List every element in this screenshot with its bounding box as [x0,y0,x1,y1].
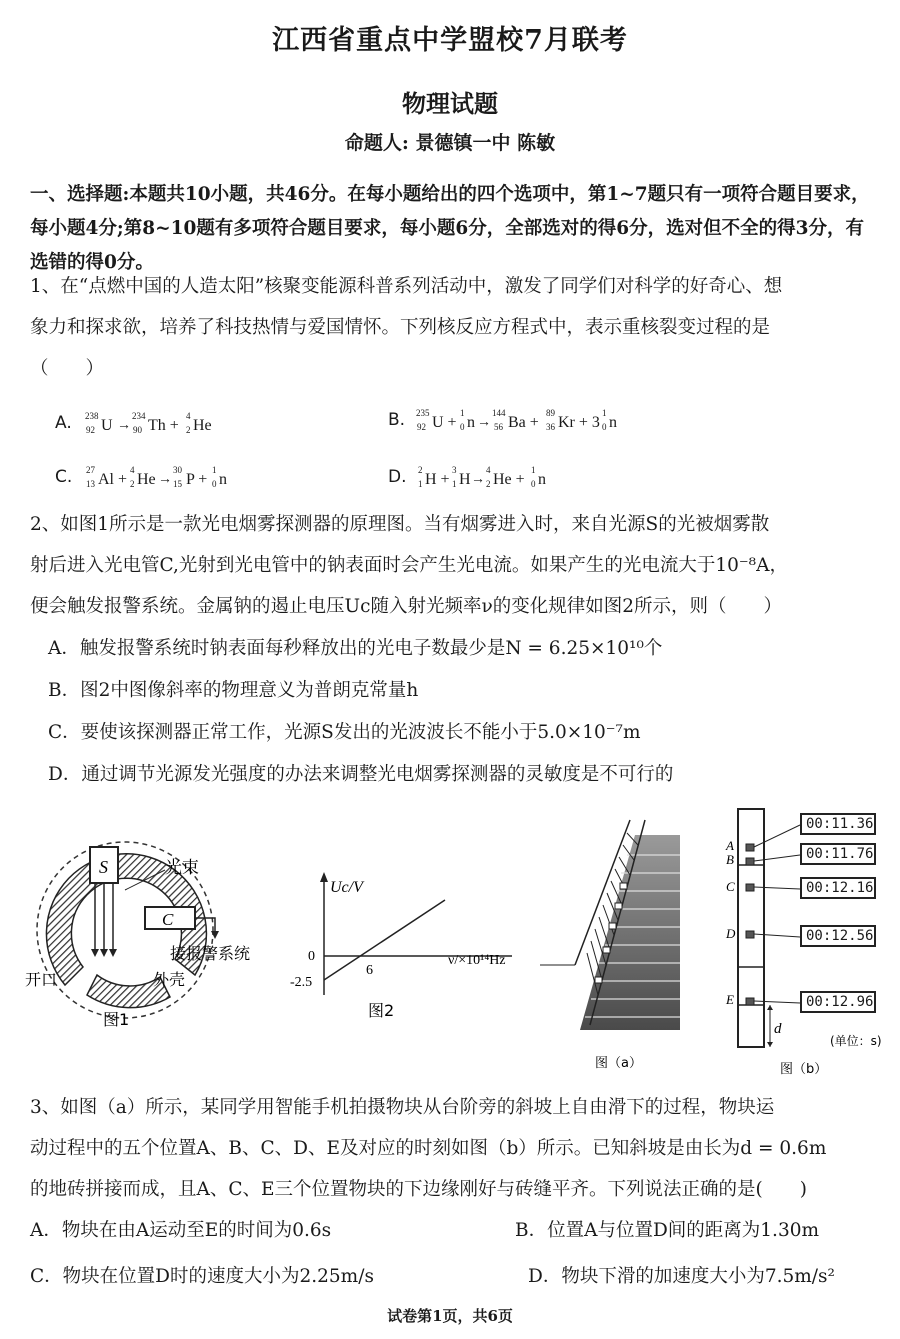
svg-text:→: → [117,418,132,433]
svg-text:92: 92 [86,425,96,435]
q2-option-a: A．触发报警系统时钠表面每秒释放出的光电子数最少是N = 6.25×10¹⁰个 [48,638,663,659]
q3-option-b: B．位置A与位置D间的距离为1.30m [515,1220,820,1241]
svg-text:4: 4 [485,465,491,475]
svg-text:0: 0 [602,422,607,432]
q1-option-a-equation [85,408,305,438]
q1-option-c-equation [86,462,306,492]
fig2-caption: 图2 [368,1001,395,1020]
fig1-beam-label: 光束 [165,858,199,878]
fig1-alarm-label: 接报警系统 [170,944,251,963]
svg-text:144: 144 [492,408,506,418]
figb-time-d: 00:12.56 [800,925,876,947]
svg-text:n: n [467,414,476,431]
svg-text:Th +: Th + [148,417,179,434]
figure-a-drawing [535,815,705,1075]
exam-author: 命题人: 景德镇一中 陈敏 [344,132,556,154]
svg-text:2: 2 [186,425,191,435]
fig1-s-label: S [99,857,108,877]
svg-text:Al +: Al + [97,471,127,488]
svg-text:234: 234 [132,411,146,421]
q1-option-b-equation [416,405,696,435]
svg-text:U +: U + [432,414,458,431]
svg-text:→: → [477,415,492,430]
figb-time-c: 00:12.16 [800,877,876,899]
figb-label-d: D [726,926,736,941]
q1-option-c-label: C. [55,467,73,487]
svg-text:1: 1 [417,479,423,489]
svg-text:15: 15 [172,479,182,489]
figb-d: d [774,1021,782,1037]
figure-2-drawing [280,870,530,1030]
q1-line1: 1、在“点燃中国的人造太阳”核聚变能源科普系列活动中，激发了同学们对科学的好奇心、想 [30,276,783,297]
q1-line2: 象力和探求欲，培养了科技热情与爱国情怀。下列核反应方程式中，表示重核裂变过程的是 [30,317,771,338]
q2-option-c: C．要使该探测器正常工作，光源S发出的光波波长不能小于5.0×10⁻⁷m [48,722,641,743]
svg-text:→: → [157,472,172,487]
question-3 [30,1087,870,1210]
svg-text:P +: P + [185,471,208,488]
q1-bracket: （ ） [30,358,105,379]
exam-subtitle: 物理试题 [402,89,498,118]
exam-title: 江西省重点中学盟校7月联考 [272,25,628,56]
svg-text:92: 92 [417,422,427,432]
svg-text:235: 235 [416,408,430,418]
svg-text:4: 4 [186,411,191,421]
q3-option-c: C．物块在位置D时的速度大小为2.25m/s [30,1266,374,1287]
q1-option-d-equation [418,462,638,492]
svg-text:89: 89 [546,408,556,418]
svg-text:0: 0 [530,479,536,489]
q1-option-d-label: D. [388,467,407,487]
figure-2 [280,870,530,1030]
page-footer: 试卷第1页，共6页 [387,1307,513,1325]
svg-text:He: He [136,471,156,488]
svg-text:1: 1 [602,408,607,418]
svg-text:H +: H + [424,471,450,488]
q1-option-c [55,462,306,492]
figa-caption: 图（a） [595,1056,642,1071]
svg-text:He +: He + [492,471,525,488]
q3-line2: 动过程中的五个位置A、B、C、D、E及对应的时刻如图（b）所示。已知斜坡是由长为d = 0.6m [30,1138,827,1159]
svg-text:13: 13 [85,479,95,489]
q1-option-b-label: B. [388,410,406,430]
figb-label-e: E [726,992,734,1007]
figb-label-b: B [726,852,734,867]
fig2-neg: -2.5 [290,975,313,990]
svg-text:1: 1 [211,465,217,475]
svg-text:1: 1 [530,465,536,475]
q2-line1: 2、如图1所示是一款光电烟雾探测器的原理图。当有烟雾进入时，来自光源S的光被烟雾散 [30,514,770,535]
svg-text:2: 2 [417,465,423,475]
q3-option-a: A．物块在由A运动至E的时间为0.6s [30,1220,332,1241]
q1-option-d [388,462,638,492]
figure-1-drawing [25,835,275,1035]
svg-text:0: 0 [460,422,465,432]
question-1 [30,266,870,389]
q2-line3: 便会触发报警系统。金属钠的遏止电压Uc随入射光频率ν的变化规律如图2所示，则（ ） [30,596,782,617]
svg-text:90: 90 [133,425,143,435]
svg-text:n: n [609,414,618,431]
q2-line2: 射后进入光电管C,光射到光电管中的钠表面时会产生光电流。如果产生的光电流大于10⁻⁸A， [30,555,788,576]
svg-text:4: 4 [129,465,135,475]
fig1-c-label: C [162,910,174,929]
figure-a [535,815,705,1075]
svg-text:238: 238 [85,411,99,421]
svg-text:27: 27 [85,465,95,475]
q2-option-b: B．图2中图像斜率的物理意义为普朗克常量h [48,680,419,701]
figb-unit: (单位：s) [830,1034,882,1048]
svg-text:0: 0 [211,479,217,489]
q3-line3: 的地砖拼接而成，且A、C、E三个位置物块的下边缘刚好与砖缝平齐。下列说法正确的是( ) [30,1179,807,1200]
figb-time-b: 00:11.76 [800,843,876,865]
svg-text:U: U [101,417,113,434]
svg-text:30: 30 [172,465,182,475]
svg-text:36: 36 [546,422,556,432]
q1-option-b [388,405,696,435]
svg-text:n: n [218,471,227,488]
fig1-shell-label: 外壳 [153,970,186,989]
svg-text:1: 1 [451,479,457,489]
svg-text:→: → [470,472,485,487]
figb-time-a: 00:11.36 [800,813,876,835]
svg-text:1: 1 [460,408,465,418]
svg-text:n: n [537,471,546,488]
q2-option-d: D．通过调节光源发光强度的办法来调整光电烟雾探测器的灵敏度是不可行的 [48,764,674,785]
figb-caption: 图（b） [780,1062,828,1077]
fig2-ylabel: Uc/V [330,879,363,896]
q3-option-d: D．物块下滑的加速度大小为7.5m/s² [528,1266,835,1287]
figb-time-e: 00:12.96 [800,991,876,1013]
section-intro: 一、选择题:本题共10小题，共46分。在每小题给出的四个选项中，第1~7题只有一项符合题目要求，每小题4分;第8~10题有多项符合题目要求，每小题6分，全部选对的得6分，选对但不全的得3分，有选错的得0分。 [30,184,870,273]
svg-text:He: He [193,417,212,434]
svg-text:H: H [458,471,471,488]
figb-label-c: C [726,879,735,894]
svg-text:2: 2 [129,479,135,489]
q1-option-a [55,408,305,438]
figb-label-a: A [726,838,734,853]
fig2-zero: 0 [308,949,315,964]
figure-1 [25,835,275,1035]
svg-text:2: 2 [485,479,491,489]
fig1-opening-label: 开口 [25,970,58,989]
q1-option-a-label: A. [55,413,72,433]
fig1-caption: 图1 [103,1010,130,1029]
q3-line1: 3、如图（a）所示，某同学用智能手机拍摄物块从台阶旁的斜坡上自由滑下的过程，物块运 [30,1097,775,1118]
svg-text:Kr + 3: Kr + 3 [558,414,601,431]
svg-text:3: 3 [451,465,457,475]
fig2-xlabel: ν/×10¹⁴Hz [448,953,506,968]
question-2 [30,504,870,627]
svg-text:Ba +: Ba + [508,414,540,431]
svg-text:56: 56 [494,422,504,432]
figure-b [710,805,900,1080]
fig2-tick6: 6 [366,963,373,978]
